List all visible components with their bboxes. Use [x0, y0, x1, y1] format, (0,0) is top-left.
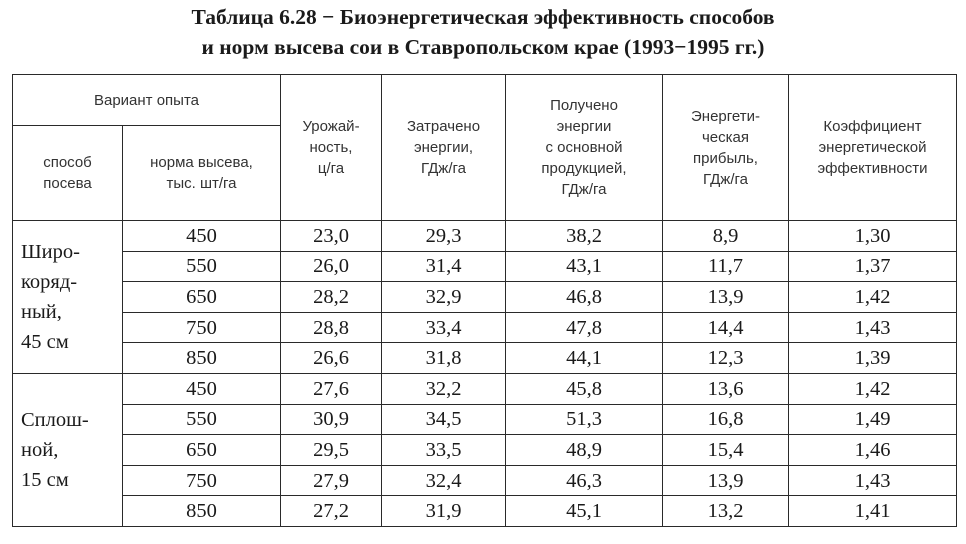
energy-received-cell: 51,3: [506, 404, 663, 435]
table-row: [13, 343, 957, 374]
sowing-method-line: ной,: [21, 438, 59, 461]
energy-spent-cell: 33,5: [382, 435, 506, 466]
caption-line-1: Таблица 6.28 − Биоэнергетическая эффективность способов: [191, 5, 775, 29]
header-received-energy: [506, 75, 663, 221]
header-line: энергии: [556, 118, 612, 135]
seeding-rate-cell: 650: [123, 282, 281, 313]
table-caption: [0, 2, 966, 62]
energy-received-cell: 45,1: [506, 496, 663, 527]
header-line: ГДж/га: [561, 181, 607, 198]
yield-cell: 23,0: [281, 221, 382, 252]
efficiency-coefficient-cell: 1,49: [789, 404, 957, 435]
energy-spent-cell: 31,8: [382, 343, 506, 374]
yield-cell: 26,0: [281, 251, 382, 282]
yield-cell: 30,9: [281, 404, 382, 435]
table-row: [13, 465, 957, 496]
sowing-method-cell: [13, 373, 123, 526]
efficiency-coefficient-cell: 1,39: [789, 343, 957, 374]
header-line: ГДж/га: [703, 170, 748, 188]
header-energy-profit: [663, 75, 789, 221]
energy-received-cell: 48,9: [506, 435, 663, 466]
energy-profit-cell: 12,3: [663, 343, 789, 374]
efficiency-coefficient-cell: 1,42: [789, 373, 957, 404]
table-row: [13, 404, 957, 435]
efficiency-coefficient-cell: 1,43: [789, 465, 957, 496]
energy-profit-cell: 11,7: [663, 251, 789, 282]
header-line: Урожай-: [302, 118, 360, 135]
yield-cell: 28,2: [281, 282, 382, 313]
energy-spent-cell: 34,5: [382, 404, 506, 435]
header-efficiency-coefficient: [789, 75, 957, 221]
header-line: тыс. шт/га: [166, 175, 237, 192]
header-line: Затрачено: [406, 118, 481, 135]
header-line: Получено: [550, 97, 618, 114]
header-line: посева: [43, 175, 92, 192]
table-row: [13, 221, 957, 252]
energy-profit-cell: 8,9: [663, 221, 789, 252]
energy-profit-cell: 13,2: [663, 496, 789, 527]
header-line: ц/га: [317, 160, 345, 177]
energy-profit-cell: 16,8: [663, 404, 789, 435]
yield-cell: 27,2: [281, 496, 382, 527]
energy-spent-cell: 32,4: [382, 465, 506, 496]
efficiency-coefficient-cell: 1,43: [789, 312, 957, 343]
yield-cell: 27,6: [281, 373, 382, 404]
header-line: норма высева,: [150, 154, 253, 171]
energy-profit-cell: 13,9: [663, 282, 789, 313]
energy-profit-cell: 13,6: [663, 373, 789, 404]
header-seeding-rate: [123, 126, 281, 221]
header-spent-energy: [382, 75, 506, 221]
table-row: [13, 373, 957, 404]
sowing-method-line: 15 см: [21, 468, 69, 491]
header-line: ность,: [309, 139, 353, 156]
header-line: ГДж/га: [421, 160, 466, 177]
yield-cell: 27,9: [281, 465, 382, 496]
sowing-method-line: 45 см: [21, 330, 69, 353]
yield-cell: 28,8: [281, 312, 382, 343]
table-row: [13, 496, 957, 527]
header-line: эффективности: [817, 160, 928, 177]
caption-line-2: и норм высева сои в Ставропольском крае (1993−1995 гг.): [201, 35, 765, 59]
table-row: [13, 435, 957, 466]
header-line: энергии,: [413, 139, 474, 156]
energy-spent-cell: 32,9: [382, 282, 506, 313]
sowing-method-line: Сплош-: [21, 408, 89, 431]
header-variant: Вариант опыта: [13, 75, 281, 126]
energy-profit-cell: 13,9: [663, 465, 789, 496]
efficiency-coefficient-cell: 1,30: [789, 221, 957, 252]
seeding-rate-cell: 450: [123, 221, 281, 252]
header-line: энергетической: [818, 139, 927, 156]
energy-received-cell: 46,8: [506, 282, 663, 313]
sowing-method-line: ный,: [21, 300, 62, 323]
energy-spent-cell: 29,3: [382, 221, 506, 252]
efficiency-coefficient-cell: 1,46: [789, 435, 957, 466]
efficiency-coefficient-cell: 1,42: [789, 282, 957, 313]
header-line: с основной: [545, 139, 623, 156]
energy-spent-cell: 31,4: [382, 251, 506, 282]
sowing-method-line: коряд-: [21, 270, 78, 293]
header-line: Коэффициент: [823, 118, 922, 135]
energy-received-cell: 44,1: [506, 343, 663, 374]
yield-cell: 26,6: [281, 343, 382, 374]
energy-spent-cell: 33,4: [382, 312, 506, 343]
header-yield: [281, 75, 382, 221]
header-line: прибыль,: [693, 149, 758, 167]
seeding-rate-cell: 750: [123, 465, 281, 496]
header-line: продукцией,: [541, 160, 627, 177]
seeding-rate-cell: 850: [123, 496, 281, 527]
header-line: способ: [43, 154, 92, 171]
seeding-rate-cell: 650: [123, 435, 281, 466]
energy-received-cell: 43,1: [506, 251, 663, 282]
energy-received-cell: 46,3: [506, 465, 663, 496]
energy-received-cell: 47,8: [506, 312, 663, 343]
seeding-rate-cell: 550: [123, 404, 281, 435]
efficiency-coefficient-cell: 1,41: [789, 496, 957, 527]
energy-received-cell: 45,8: [506, 373, 663, 404]
energy-received-cell: 38,2: [506, 221, 663, 252]
efficiency-coefficient-cell: 1,37: [789, 251, 957, 282]
yield-cell: 29,5: [281, 435, 382, 466]
header-line: ческая: [701, 128, 749, 146]
energy-spent-cell: 31,9: [382, 496, 506, 527]
header-sowing-method: [13, 126, 123, 221]
table-row: [13, 282, 957, 313]
sowing-method-line: Широ-: [21, 240, 80, 263]
table-body: [13, 221, 957, 527]
energy-spent-cell: 32,2: [382, 373, 506, 404]
table-row: [13, 312, 957, 343]
efficiency-table: [12, 74, 957, 527]
header-line: Энергети-: [691, 107, 760, 125]
sowing-method-cell: [13, 221, 123, 374]
seeding-rate-cell: 750: [123, 312, 281, 343]
energy-profit-cell: 14,4: [663, 312, 789, 343]
seeding-rate-cell: 550: [123, 251, 281, 282]
energy-profit-cell: 15,4: [663, 435, 789, 466]
table-row: [13, 251, 957, 282]
seeding-rate-cell: 850: [123, 343, 281, 374]
seeding-rate-cell: 450: [123, 373, 281, 404]
